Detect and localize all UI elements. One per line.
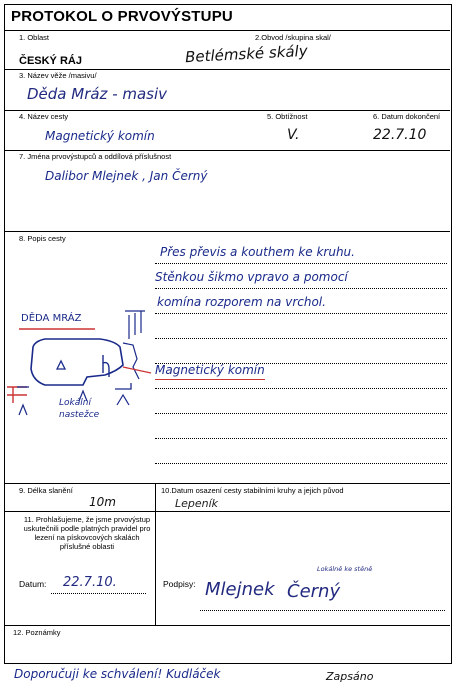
oblast-label: 1. Oblast bbox=[19, 33, 50, 42]
obtiznost-value: V. bbox=[287, 127, 300, 143]
podpis-2: Černý bbox=[287, 581, 341, 602]
divider bbox=[5, 110, 450, 111]
datum-dokonceni-label: 6. Datum dokončení bbox=[373, 112, 441, 121]
osazeni-label: 10.Datum osazení cesty stabilními kruhy a jejich původ bbox=[161, 486, 344, 495]
obvod-value: Betlémské skály bbox=[184, 41, 309, 67]
writing-line bbox=[155, 413, 447, 414]
divider bbox=[5, 625, 450, 626]
podpisy-line bbox=[200, 610, 445, 611]
datum-line bbox=[51, 593, 146, 594]
route-underline bbox=[155, 379, 265, 380]
podpis-small-note: Lokálně ke stěně bbox=[317, 565, 373, 573]
obvod-label: 2.Obvod /skupina skal/ bbox=[255, 33, 331, 42]
popis-line-2: Stěnkou šikmo vpravo a pomocí bbox=[155, 270, 348, 284]
divider bbox=[5, 483, 450, 484]
column-divider bbox=[155, 483, 156, 511]
writing-line bbox=[155, 263, 447, 264]
cesta-value: Magnetický komín bbox=[45, 129, 155, 143]
podpisy-label: Podpisy: bbox=[163, 579, 196, 589]
popis-line-1: Přes převis a kouthem ke kruhu. bbox=[160, 245, 355, 259]
slaneni-value: 10m bbox=[89, 495, 116, 509]
form-title: PROTOKOL O PRVOVÝSTUPU bbox=[11, 8, 233, 25]
slaneni-label: 9. Délka slanění bbox=[19, 486, 73, 495]
podpis-1: Mlejnek bbox=[205, 579, 275, 600]
datum-dokonceni-value: 22.7.10 bbox=[373, 127, 427, 143]
cesta-label: 4. Název cesty bbox=[19, 112, 69, 121]
writing-line bbox=[155, 463, 447, 464]
divider bbox=[5, 150, 450, 151]
datum-label: Datum: bbox=[19, 579, 47, 589]
divider bbox=[5, 231, 450, 232]
osazeni-value: Lepeník bbox=[175, 497, 219, 510]
column-divider bbox=[155, 511, 156, 625]
sketch-route-label: Magnetický komín bbox=[155, 363, 265, 377]
divider bbox=[5, 511, 450, 512]
footer-note: Doporučuji ke schválení! Kudláček bbox=[14, 667, 221, 681]
divider bbox=[5, 69, 450, 70]
sketch-tower-label: DĚDA MRÁZ bbox=[21, 313, 82, 324]
vez-label: 3. Název věže /masivu/ bbox=[19, 71, 97, 80]
popis-line-3: komína rozporem na vrchol. bbox=[157, 295, 326, 309]
jmena-value: Dalibor Mlejnek , Jan Černý bbox=[45, 169, 208, 183]
vez-value: Děda Mráz - masiv bbox=[27, 85, 168, 103]
protocol-form bbox=[4, 4, 452, 664]
popis-label: 8. Popis cesty bbox=[19, 234, 66, 243]
footer-right: Zapsáno bbox=[326, 670, 374, 683]
writing-line bbox=[155, 438, 447, 439]
oblast-value: ČESKÝ RÁJ bbox=[19, 55, 82, 67]
writing-line bbox=[155, 338, 447, 339]
divider bbox=[5, 30, 450, 31]
jmena-label: 7. Jména prvovýstupců a oddílová příslušnost bbox=[19, 152, 172, 161]
datum-value: 22.7.10. bbox=[63, 575, 117, 590]
prohlaseni-text: 11. Prohlašujeme, že jsme prvovýstup uskutečnili podle platných pravidel pro lezení na pískovcových skalách příslušné oblasti bbox=[23, 515, 151, 551]
obtiznost-label: 5. Obtížnost bbox=[267, 112, 308, 121]
poznamky-label: 12. Poznámky bbox=[13, 628, 61, 637]
writing-line bbox=[155, 388, 447, 389]
writing-line bbox=[155, 288, 447, 289]
writing-line bbox=[155, 313, 447, 314]
sketch-note: Lokální nastežce bbox=[59, 398, 100, 420]
